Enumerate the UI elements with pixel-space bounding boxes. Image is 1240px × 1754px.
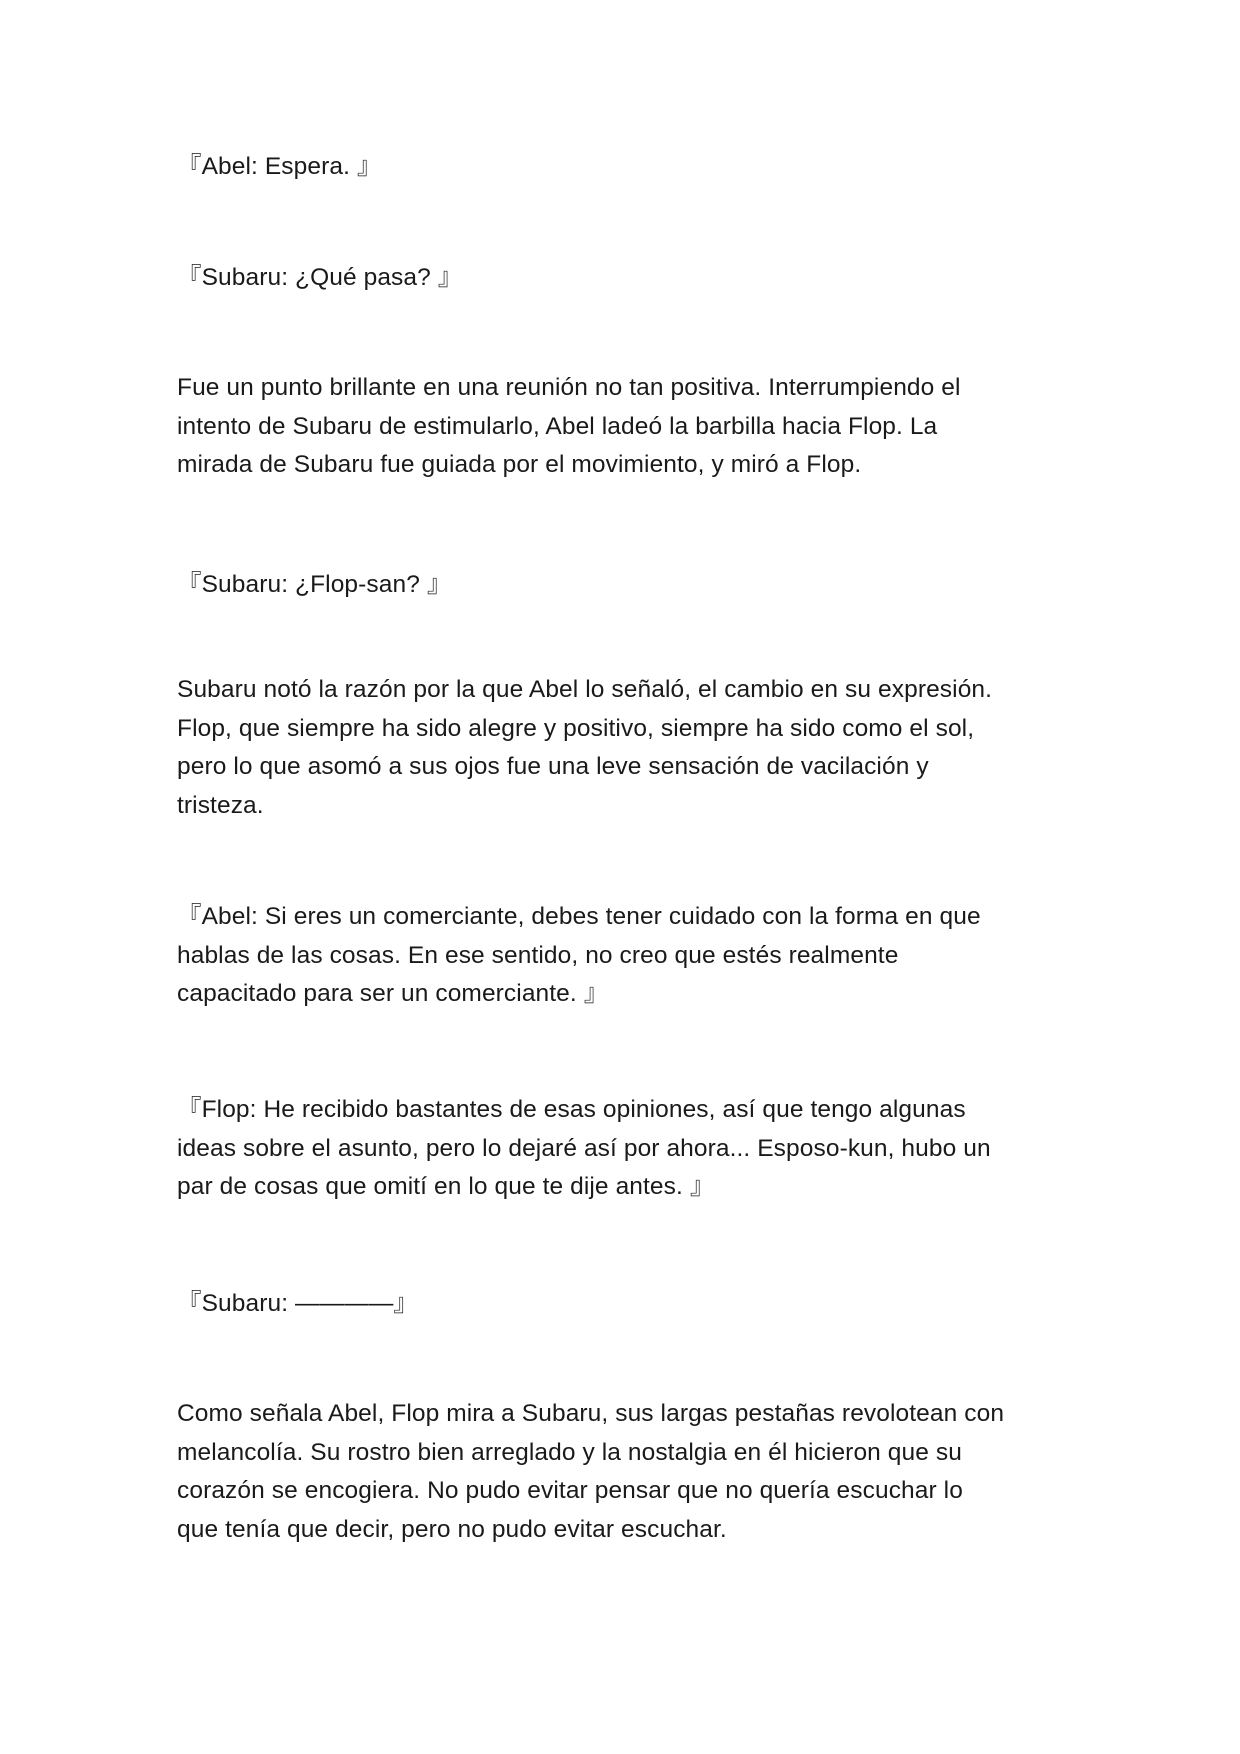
paragraph-punto-brillante [177,369,1067,485]
text-line: 『Abel: Si eres un comerciante, debes tener cuidado con la forma en que [177,903,981,930]
dialogue-flop-opiniones [177,1091,1067,1207]
text-line: 『Abel: Espera. 』 [177,153,382,180]
text-line: 『Subaru: ¿Flop-san? 』 [177,571,452,598]
text-line: que tenía que decir, pero no pudo evitar escuchar. [177,1515,727,1543]
paragraph-como-senala-abel [177,1395,1067,1549]
dialogue-subaru-flop-san [177,566,1067,605]
text-line: Flop, que siempre ha sido alegre y positivo, siempre ha sido como el sol, [177,714,975,742]
text-line: Fue un punto brillante en una reunión no tan positiva. Interrumpiendo el [177,374,961,401]
dialogue-abel-comerciante [177,898,1067,1014]
dialogue-subaru-silence [177,1285,1067,1324]
text-line: Subaru notó la razón por la que Abel lo señaló, el cambio en su expresión. [177,676,993,703]
text-line: Como señala Abel, Flop mira a Subaru, sus largas pestañas revolotean con [177,1400,1005,1427]
text-line: capacitado para ser un comerciante. 』 [177,980,609,1007]
text-line: 『Subaru: ¿Qué pasa? 』 [177,264,463,291]
text-line: intento de Subaru de estimularlo, Abel ladeó la barbilla hacia Flop. La [177,412,938,440]
text-line: tristeza. [177,791,264,819]
text-line: 『Subaru: ————』 [177,1290,419,1317]
text-line: pero lo que asomó a sus ojos fue una leve sensación de vacilación y [177,753,929,780]
text-line: 『Flop: He recibido bastantes de esas opiniones, así que tengo algunas [177,1096,966,1123]
text-line: hablas de las cosas. En ese sentido, no creo que estés realmente [177,941,899,969]
dialogue-subaru-que-pasa [177,259,1067,298]
paragraph-subaru-noto [177,671,1067,825]
text-line: ideas sobre el asunto, pero lo dejaré así por ahora... Esposo-kun, hubo un [177,1134,991,1162]
text-line: melancolía. Su rostro bien arreglado y la nostalgia en él hicieron que su [177,1438,962,1466]
text-line: mirada de Subaru fue guiada por el movimiento, y miró a Flop. [177,451,862,478]
dialogue-abel-espera [177,148,1067,187]
text-line: par de cosas que omití en lo que te dije antes. 』 [177,1173,715,1200]
text-line: corazón se encogiera. No pudo evitar pensar que no quería escuchar lo [177,1477,963,1504]
